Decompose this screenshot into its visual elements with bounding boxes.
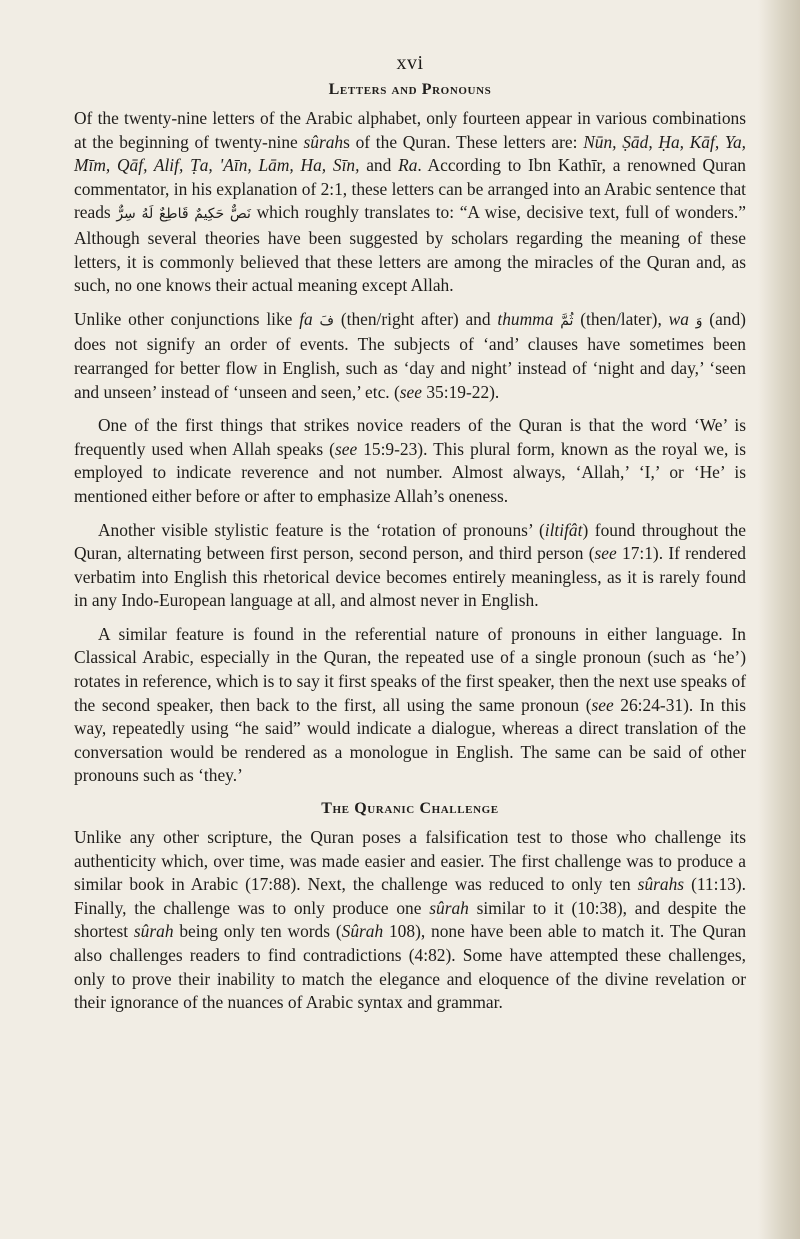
book-page: [74, 52, 746, 1015]
arabic-fa: فَ: [319, 312, 335, 329]
paragraph-rotation-of-pronouns: Another visible stylistic feature is the ‘rotation of pronouns’ (iltifât) found throughout the Quran, alternating between first person, second person, and third person (see 17:1). If rendered verbatim into English this rhetorical device becomes entirely meaningless, as it is rarely found in any Indo-European language at all, and almost never in English.: [74, 519, 746, 611]
arabic-thumma: ثُمَّ: [560, 312, 574, 329]
page-number: xvi: [396, 52, 424, 74]
paragraph-royal-we: One of the first things that strikes novice readers of the Quran is that the word ‘We’ is frequently used when Allah speaks (see 15:9-23). This plural form, known as the royal we, is employed to indicate reverence and not number. Almost always, ‘Allah,’ ‘I,’ or ‘He’ is mentioned either before or after to emphasize Allah’s oneness.: [74, 415, 746, 506]
paragraph-letters: Of the twenty-nine letters of the Arabic alphabet, only fourteen appear in various combinations at the beginning of twenty-nine sûrahs of the Quran. These letters are: Nūn, Ṣād, Ḥa, Kāf, Ya, Mīm, Qāf, Alif, Ṭa, 'Aīn, Lām, Ha, Sīn, and Ra. According to Ibn Kathīr, a renowned Quran commentator, in his explanation of 2:1, these letters can be arranged into an Arabic sentence that reads نَصٌّ حَكِيمٌ قَاطِعٌ لَهُ سِرٌّ which roughly translates to: “A wise, decisive text, full of wonders.” Although several theories have been suggested by scholars regarding the meaning of these letters, it is commonly believed that these letters are among the miracles of the Quran and, as such, no one knows their actual meaning except Allah.: [74, 108, 747, 296]
section-heading-quranic-challenge: The Quranic Challenge: [321, 800, 499, 818]
paragraph-conjunctions: Unlike other conjunctions like fa فَ (then/right after) and thumma ثُمَّ (then/later), wa وَ (and) does not signify an order of events. The subjects of ‘and’ clauses have sometimes been rearranged for better flow in English, such as ‘day and night’ instead of ‘night and day,’ ‘seen and unseen’ instead of ‘unseen and seen,’ etc. (see 35:19-22).: [74, 308, 746, 402]
arabic-phrase: نَصٌّ حَكِيمٌ قَاطِعٌ لَهُ سِرٌّ: [116, 206, 251, 223]
paragraph-referential-pronouns: A similar feature is found in the referential nature of pronouns in either language. In Classical Arabic, especially in the Quran, the repeated use of a single pronoun (such as ‘he’) rotates in reference, which is to say it first speaks of the first speaker, then the next use speaks of the second speaker, then back to the first, all using the same pronoun (see 26:24-31). In this way, repeatedly using “he said” would indicate a dialogue, whereas a direct translation of the conversation would be rendered as a monologue in English. The same can be said of other pronouns such as ‘they.’: [74, 623, 747, 786]
paragraph-challenge: Unlike any other scripture, the Quran poses a falsification test to those who challenge its authenticity which, over time, was made easier and easier. The first challenge was to produce a similar book in Arabic (17:88). Next, the challenge was reduced to only ten sûrahs (11:13). Finally, the challenge was to only produce one sûrah similar to it (10:38), and despite the shortest sûrah being only ten words (Sûrah 108), none have been able to match it. The Quran also challenges readers to find contradictions (4:82). Some have attempted these challenges, only to prove their inability to match the elegance and eloquence of the divine revelation or their ignorance of the nuances of Arabic syntax and grammar.: [74, 827, 747, 1013]
section-heading-letters-and-pronouns: Letters and Pronouns: [328, 81, 492, 98]
page-edge-shadow: [758, 0, 800, 1239]
arabic-wa: وَ: [695, 312, 703, 329]
